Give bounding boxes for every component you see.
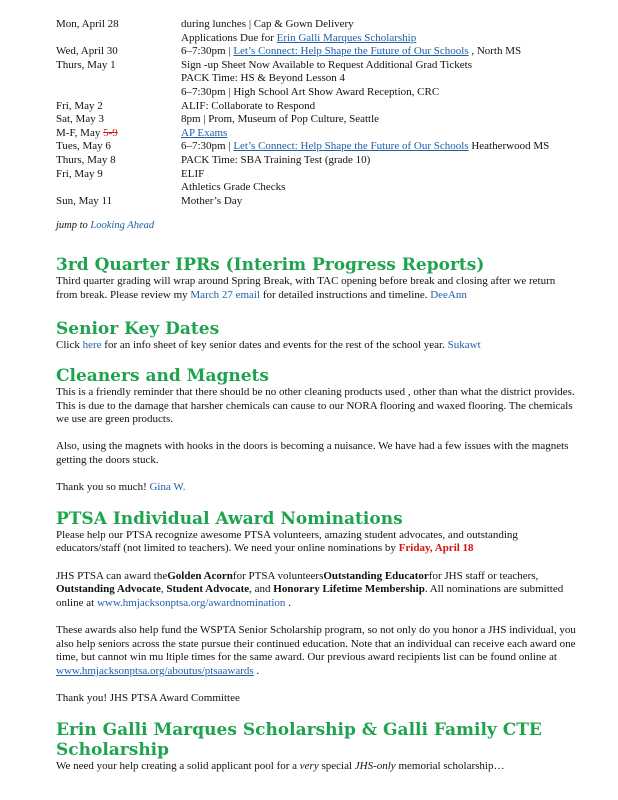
ipr-text-2: for detailed instructions and timeline. [260,288,431,301]
calendar-event-link[interactable]: Let’s Connect: Help Shape the Future of Our Schools [233,45,469,58]
ptsa-p3-end: . [253,664,260,677]
calendar-event-text: Athletics Grade Checks [181,181,286,194]
ptsa-p2-a: JHS PTSA can award the [56,569,168,582]
calendar-row [56,154,578,168]
calendar-event-link[interactable]: Erin Galli Marques Scholarship [276,31,417,44]
honorary-membership-text: Honorary Lifetime Membership [273,583,425,596]
calendar-events [181,113,578,127]
calendar-event [181,100,578,114]
calendar-row [56,113,578,127]
calendar-row [56,140,578,154]
sukawt-link[interactable]: Sukawt [447,338,481,351]
senior-body [56,339,578,353]
senior-heading: Senior Key Dates [56,318,220,339]
ptsa-p2-c: for JHS staff or teachers, [428,569,539,582]
calendar-events [181,154,578,168]
ptsa-p2-d: , [160,583,167,596]
calendar-row [56,168,578,195]
ptsa-section [56,509,578,706]
calendar-event-text: PACK Time: HS & Beyond Lesson 4 [181,72,346,85]
galli-section [56,720,578,774]
calendar-row [56,45,578,59]
calendar-date [56,18,181,45]
cleaners-heading: Cleaners and Magnets [56,366,269,387]
calendar-date-text: Thurs, May 1 [56,58,116,71]
calendar-list [56,18,578,208]
calendar-date-text: Sun, May 11 [56,194,113,207]
calendar-date [56,154,181,168]
ptsa-p3 [56,624,578,678]
calendar-events [181,59,578,100]
cleaners-p3 [56,481,578,495]
calendar-event [181,32,578,46]
senior-section [56,319,578,353]
calendar-events [181,100,578,114]
calendar-event-link[interactable]: AP Exams [181,126,228,139]
calendar-event [181,168,578,182]
past-awards-link[interactable]: www.hmjacksonptsa.org/aboutus/ptsaawards [56,664,254,677]
calendar-date-struck: 5-9 [103,126,118,139]
cleaners-thanks: Thank you so much! [56,481,150,494]
galli-very: very [299,759,319,772]
calendar-date-text: Wed, April 30 [56,45,118,58]
calendar-date [56,195,181,209]
ptsa-p2-f: . All nominations are submitted online at [56,583,564,609]
calendar-event [181,113,578,127]
looking-ahead-link[interactable]: Looking Ahead [90,220,155,232]
educator-award-text: Outstanding Educator [323,569,429,582]
student-advocate-text: Student Advocate [166,583,250,596]
calendar-events [181,127,578,141]
galli-p1-b: special [318,759,355,772]
calendar-event-text: Mother’s Day [181,194,243,207]
calendar-date [56,140,181,154]
cleaners-p1: This is a friendly reminder that there should be no other cleaning products used , other than what the district provides. This is due to the damage that harsher chemicals can cause to our NORA flooring and waxed flooring. The chemicals we use are green products. [56,386,575,426]
calendar-event-text: ELIF [181,167,205,180]
deeann-link[interactable]: DeeAnn [430,288,467,301]
calendar-event-text: during lunches | Cap & Gown Delivery [181,18,354,30]
deadline-text: Friday, April 18 [398,542,474,555]
gina-link[interactable]: Gina W. [149,481,186,494]
galli-p1 [56,760,578,774]
golden-acorn-text: Golden Acorn [167,569,233,582]
cleaners-p2: Also, using the magnets with hooks in the doors is becoming a nuisance. We have had a few issues with the magnets getting the doors stuck. [56,440,569,467]
calendar-row [56,59,578,100]
ptsa-p2-e: , and [249,583,274,596]
calendar-events [181,195,578,209]
jump-prefix: jump to [56,220,91,232]
calendar-event [181,195,578,209]
calendar-row [56,127,578,141]
calendar-events [181,140,578,154]
galli-p1-c: memorial scholarship… [395,759,505,772]
calendar-event [181,140,578,154]
calendar-date [56,59,181,100]
calendar-event-text: Applications Due for [181,31,277,44]
calendar-events [181,168,578,195]
calendar-event [181,18,578,32]
calendar-event [181,127,578,141]
calendar-event-text: PACK Time: SBA Training Test (grade 10) [181,153,371,166]
calendar-date [56,100,181,114]
ipr-text: Third quarter grading will wrap around Spring Break, with TAC opening before break and closing after we return from break. Please review my [56,275,556,301]
calendar-events [181,18,578,45]
ptsa-p2-b: for PTSA volunteers [232,569,324,582]
calendar-date-text: Fri, May 9 [56,167,103,180]
calendar-date [56,168,181,195]
calendar-date [56,127,181,141]
ptsa-heading: PTSA Individual Award Nominations [56,508,403,529]
ipr-heading: 3rd Quarter IPRs (Interim Progress Reports) [56,255,485,276]
galli-jhs-only: JHS-only [354,759,396,772]
calendar-event-text: , North MS [468,45,522,58]
calendar-event [181,86,578,100]
ptsa-p1-text: Please help our PTSA recognize awesome PTSA volunteers, amazing student advocates, and outstanding educators/staff (not limited to teachers). We need your online nominations by [56,528,518,555]
ipr-section [56,255,578,302]
calendar-events [181,45,578,59]
calendar-date [56,45,181,59]
calendar-event-text: Sign -up Sheet Now Available to Request Additional Grad Tickets [181,58,472,71]
ipr-body [56,275,578,302]
calendar-event-text: 6–7:30pm | [181,140,234,153]
calendar-date-text: Sat, May 3 [56,113,104,126]
calendar-row [56,100,578,114]
calendar-date-text: Thurs, May 8 [56,153,116,166]
ptsa-p2-g: . [285,596,291,609]
senior-here-link[interactable]: here [82,338,102,351]
calendar-event [181,72,578,86]
march-27-email-link[interactable]: March 27 email [190,288,261,301]
senior-text-2: for an info sheet of key senior dates and events for the rest of the school year. [101,338,448,351]
ptsa-p4: Thank you! JHS PTSA Award Committee [56,691,240,704]
galli-p1-a: We need your help creating a solid applicant pool for a [56,759,300,772]
calendar-date [56,113,181,127]
calendar-event-text: ALIF: Collaborate to Respond [181,99,316,112]
senior-text: Click [56,338,83,351]
jump-line [56,220,578,231]
calendar-event [181,45,578,59]
calendar-event [181,154,578,168]
calendar-row [56,195,578,209]
calendar-event-text: Heatherwood MS [468,140,550,153]
ptsa-p2 [56,570,578,611]
calendar-event-text: 8pm | Prom, Museum of Pop Culture, Seattle [181,113,380,126]
calendar-date-text: Mon, April 28 [56,18,119,30]
calendar-row [56,18,578,45]
calendar-event [181,181,578,195]
calendar-event [181,59,578,73]
calendar-event-text: 6–7:30pm | [181,45,234,58]
ptsa-p3-text: These awards also help fund the WSPTA Senior Scholarship program, so not only do you honor a JHS individual, you also help seniors across the state pursue their continued education. Note that an individual can receive each award one time, but cannot win mu ltiple times for the same award. Our previous award recipients list can be found online at [56,624,576,664]
calendar-date-text: Tues, May 6 [56,140,111,153]
cleaners-section [56,366,578,495]
galli-heading: Erin Galli Marques Scholarship & Galli Family CTE Scholarship [56,719,542,760]
calendar-date-text: M-F, May [56,126,104,139]
calendar-date-text: Fri, May 2 [56,99,103,112]
advocate-award-text: Outstanding Advocate [56,583,161,596]
award-nomination-link[interactable]: www.hmjacksonptsa.org/awardnomination [96,596,286,609]
ptsa-p1 [56,529,578,556]
calendar-event-link[interactable]: Let’s Connect: Help Shape the Future of Our Schools [233,140,469,153]
calendar-event-text: 6–7:30pm | High School Art Show Award Reception, CRC [181,85,440,98]
